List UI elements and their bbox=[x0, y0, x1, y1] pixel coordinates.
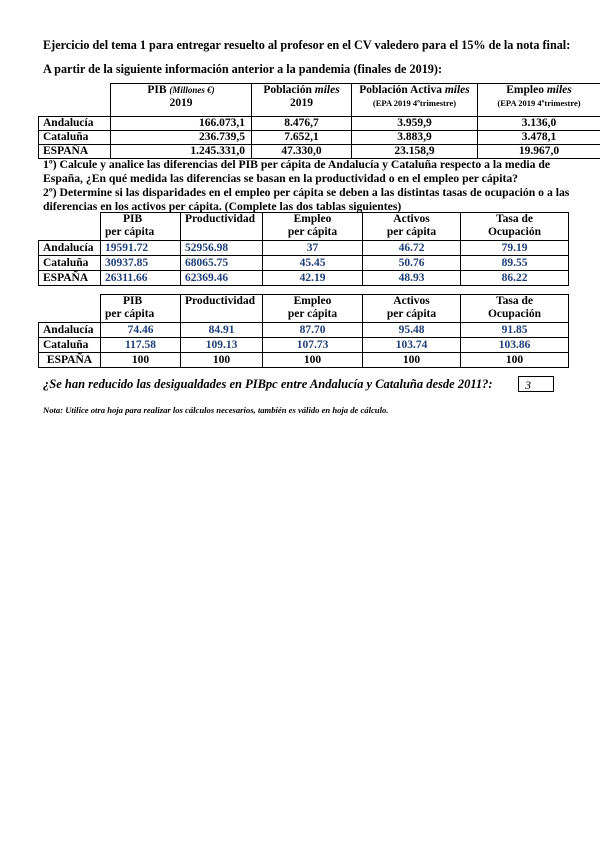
row-label: Andalucía bbox=[39, 323, 101, 338]
header-tasa-line2: Ocupación bbox=[487, 308, 542, 320]
header-productividad bbox=[181, 213, 263, 241]
input-cell-pib[interactable]: 26311.66 bbox=[101, 271, 181, 286]
header-pib bbox=[111, 84, 252, 117]
header-empleo-label: Empleo bbox=[506, 84, 544, 96]
cell-pib: 236.739,5 bbox=[111, 131, 252, 145]
header-activos-per-capita bbox=[363, 295, 461, 323]
input-cell-tasa[interactable]: 89.55 bbox=[461, 256, 569, 271]
input-cell-productividad[interactable]: 84.91 bbox=[181, 323, 263, 338]
input-cell-tasa[interactable]: 103.86 bbox=[461, 338, 569, 353]
input-cell-pib[interactable]: 117.58 bbox=[101, 338, 181, 353]
header-pib-label: PIB bbox=[147, 84, 167, 96]
header-productividad bbox=[181, 295, 263, 323]
header-pib-unit: (Millones €) bbox=[169, 85, 215, 95]
table-row bbox=[39, 338, 569, 353]
cell-poblacion: 8.476,7 bbox=[252, 117, 352, 131]
table-row bbox=[39, 145, 600, 159]
table-row bbox=[39, 323, 569, 338]
header-pib-per-capita bbox=[101, 213, 181, 241]
table-row bbox=[39, 271, 569, 286]
row-label: Cataluña bbox=[39, 131, 111, 145]
cell-pib: 166.073,1 bbox=[111, 117, 252, 131]
input-cell-pib[interactable]: 74.46 bbox=[101, 323, 181, 338]
cell-poblacion: 7.652,1 bbox=[252, 131, 352, 145]
row-label: ESPAÑA bbox=[39, 145, 111, 159]
header-activa-sub: (EPA 2019 4ºtrimestre) bbox=[372, 98, 457, 108]
header-pib-year: 2019 bbox=[169, 97, 193, 109]
table-row bbox=[39, 117, 600, 131]
input-cell-tasa[interactable]: 86.22 bbox=[461, 271, 569, 286]
input-cell-empleo[interactable]: 87.70 bbox=[263, 323, 363, 338]
input-cell-tasa[interactable]: 79.19 bbox=[461, 241, 569, 256]
input-cell-tasa[interactable]: 91.85 bbox=[461, 323, 569, 338]
note-text: Nota: Utilice otra hoja para realizar los cálculos necesarios, también es válido en hoja de cálculo. bbox=[43, 405, 389, 415]
input-cell-empleo[interactable]: 42.19 bbox=[263, 271, 363, 286]
header-activa-label: Población Activa bbox=[359, 84, 442, 96]
data-table-2019 bbox=[38, 83, 600, 159]
cell-pib: 1.245.331,0 bbox=[111, 145, 252, 159]
cell-pib: 100 bbox=[101, 353, 181, 368]
input-cell-activos[interactable]: 48.93 bbox=[363, 271, 461, 286]
input-cell-empleo[interactable]: 37 bbox=[263, 241, 363, 256]
row-label: Andalucía bbox=[39, 241, 101, 256]
header-poblacion-year: 2019 bbox=[290, 97, 313, 109]
table1-corner bbox=[39, 84, 111, 117]
input-cell-productividad[interactable]: 109.13 bbox=[181, 338, 263, 353]
header-pib-line1: PIB bbox=[123, 295, 143, 307]
header-poblacion-unit: miles bbox=[314, 84, 340, 96]
header-activos-line1: Activos bbox=[393, 295, 430, 307]
exercise-heading: Ejercicio del tema 1 para entregar resuelto al profesor en el CV valedero para el 15% de la nota final: bbox=[43, 38, 571, 52]
input-cell-empleo[interactable]: 45.45 bbox=[263, 256, 363, 271]
header-activos-line2: per cápita bbox=[386, 226, 437, 238]
input-cell-pib[interactable]: 30937.85 bbox=[101, 256, 181, 271]
row-label: Cataluña bbox=[39, 338, 101, 353]
header-pib-line1: PIB bbox=[123, 213, 143, 225]
table1-header-row bbox=[39, 84, 600, 117]
header-empleo-line1: Empleo bbox=[293, 213, 332, 225]
header-activos-line1: Activos bbox=[393, 213, 430, 225]
per-capita-table bbox=[38, 212, 569, 286]
input-cell-productividad[interactable]: 68065.75 bbox=[181, 256, 263, 271]
row-label: Andalucía bbox=[39, 117, 111, 131]
header-activos-line2: per cápita bbox=[386, 308, 437, 320]
cell-activa: 3.883,9 bbox=[352, 131, 478, 145]
header-empleo-line2: per cápita bbox=[287, 226, 338, 238]
header-productividad-label: Productividad bbox=[185, 295, 256, 307]
header-empleo-line2: per cápita bbox=[287, 308, 338, 320]
header-empleo-line1: Empleo bbox=[293, 295, 332, 307]
header-empleo-sub: (EPA 2019 4ºtrimestre) bbox=[497, 98, 581, 108]
intro-text: A partir de la siguiente información anterior a la pandemia (finales de 2019): bbox=[43, 62, 443, 76]
input-cell-activos[interactable]: 50.76 bbox=[363, 256, 461, 271]
header-tasa-line2: Ocupación bbox=[487, 226, 542, 238]
cell-empleo: 3.136,0 bbox=[478, 117, 600, 131]
question-1: 1º) Calcule y analice las diferencias del PIB per cápita de Andalucía y Cataluña respecto a la media de España, ¿En qué medida las diferencias se basan en la productividad o en el empleo per cápita? bbox=[43, 158, 551, 185]
table-row bbox=[39, 353, 569, 368]
input-cell-activos[interactable]: 46.72 bbox=[363, 241, 461, 256]
header-empleo bbox=[478, 84, 600, 117]
cell-poblacion: 47.330,0 bbox=[252, 145, 352, 159]
header-pib-line2: per cápita bbox=[105, 308, 155, 320]
input-cell-empleo[interactable]: 107.73 bbox=[263, 338, 363, 353]
table-row bbox=[39, 131, 600, 145]
table-row bbox=[39, 241, 569, 256]
header-empleo-per-capita bbox=[263, 213, 363, 241]
row-label: ESPAÑA bbox=[39, 271, 101, 286]
table3-corner bbox=[39, 295, 101, 323]
table-row bbox=[39, 256, 569, 271]
header-empleo-per-capita bbox=[263, 295, 363, 323]
header-poblacion bbox=[252, 84, 352, 117]
input-cell-activos[interactable]: 95.48 bbox=[363, 323, 461, 338]
header-pib-line2: per cápita bbox=[105, 226, 155, 238]
header-empleo-unit: miles bbox=[546, 84, 572, 96]
final-question: ¿Se han reducido las desigualdades en PIBpc entre Andalucía y Cataluña desde 2011?: bbox=[43, 377, 493, 391]
cell-empleo: 3.478,1 bbox=[478, 131, 600, 145]
cell-tasa: 100 bbox=[461, 353, 569, 368]
header-poblacion-label: Población bbox=[263, 84, 312, 96]
table2-corner bbox=[39, 213, 101, 241]
question-2: 2º) Determine si las disparidades en el empleo per cápita se deben a las distintas tasas de ocupación o a las diferencias en los activos per cápita. (Complete las dos tablas siguientes) bbox=[43, 186, 570, 213]
cell-activa: 3.959,9 bbox=[352, 117, 478, 131]
header-tasa-line1: Tasa de bbox=[496, 295, 533, 307]
table3-header-row bbox=[39, 295, 569, 323]
header-tasa-ocupacion bbox=[461, 295, 569, 323]
cell-empleo: 100 bbox=[263, 353, 363, 368]
header-activa-unit: miles bbox=[444, 84, 470, 96]
cell-activa: 23.158,9 bbox=[352, 145, 478, 159]
input-cell-productividad[interactable]: 62369.46 bbox=[181, 271, 263, 286]
cell-productividad: 100 bbox=[181, 353, 263, 368]
header-pib-per-capita bbox=[101, 295, 181, 323]
header-tasa-ocupacion bbox=[461, 213, 569, 241]
index-table bbox=[38, 294, 569, 368]
input-cell-activos[interactable]: 103.74 bbox=[363, 338, 461, 353]
row-label: ESPAÑA bbox=[39, 353, 101, 368]
header-tasa-line1: Tasa de bbox=[496, 213, 533, 225]
header-activa bbox=[352, 84, 478, 117]
input-cell-productividad[interactable]: 52956.98 bbox=[181, 241, 263, 256]
cell-activos: 100 bbox=[363, 353, 461, 368]
answer-input[interactable]: 3 bbox=[518, 376, 554, 392]
input-cell-pib[interactable]: 19591.72 bbox=[101, 241, 181, 256]
row-label: Cataluña bbox=[39, 256, 101, 271]
header-productividad-label: Productividad bbox=[185, 213, 256, 225]
header-activos-per-capita bbox=[363, 213, 461, 241]
table2-header-row bbox=[39, 213, 569, 241]
cell-empleo: 19.967,0 bbox=[478, 145, 600, 159]
